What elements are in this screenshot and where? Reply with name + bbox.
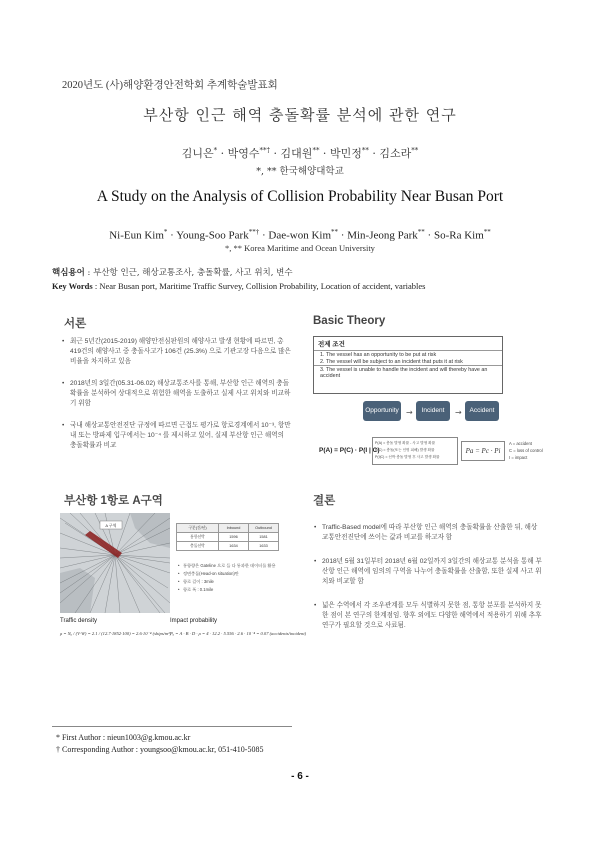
author-sep: ·	[368, 147, 380, 160]
footnote-text: Corresponding Author : youngsoo@kmou.ac.kr, 051-410-5085	[62, 745, 264, 754]
table-cell: 1596	[219, 533, 249, 542]
flow-incident: Incident	[416, 401, 450, 421]
table-cell: 충돌선박	[177, 542, 219, 551]
legend-item: I = impact	[509, 455, 528, 460]
impact-probability-equation: Pₐ = A · B · D · ρ = 4 · 12.2 · 5.556 · 2.6 · 10⁻⁴ = 0.07 (accidents/incident)	[170, 631, 307, 636]
route-heading: 부산항 1항로 A구역	[64, 495, 163, 507]
traffic-table	[176, 523, 279, 551]
author-mark: **	[361, 146, 369, 155]
author-mark: **	[417, 228, 425, 236]
table-row	[177, 542, 279, 551]
author-mark: **	[483, 228, 491, 236]
table-header: Inbound	[219, 524, 249, 533]
legend-item: A = accident	[509, 441, 532, 446]
map-label: A 구역	[105, 523, 117, 528]
premise-line: 2. The vessel will be subject to an incident that puts it at risk	[320, 359, 463, 365]
author-sep: ·	[167, 229, 177, 242]
footnote-first-author	[56, 733, 190, 742]
intro-bullet: • 최근 5년간(2015-2019) 해양안전심판원의 해양사고 발생 현황에 따르면, 총 419건의 해양사고 중 충돌사고가 106건 (25.3%) 으로 기관고장 다음으로 많은 비율을 차지하고 있음	[62, 337, 292, 367]
definition-line: P(C) = 충돌(또는 인명 피해) 발생 확률	[375, 448, 435, 452]
formula-definitions	[372, 437, 458, 465]
author-sep: ·	[259, 229, 269, 242]
authors-english	[0, 228, 600, 242]
route-note: • 항로 길이 : 3mile	[178, 578, 276, 586]
author-mark: **	[411, 146, 419, 155]
author-name: Young-Soo Park	[176, 229, 249, 242]
definition-line: P(A) = 충돌 발생 확률 - 사고 발생 확률	[375, 441, 436, 445]
table-header: 구분(건/년)	[177, 524, 219, 533]
title-korean: 부산항 인근 해역 충돌확률 분석에 관한 연구	[143, 106, 457, 124]
probability-formula: P(A) = P(C) · P(I | C)	[319, 447, 380, 454]
footnote-divider	[52, 726, 292, 727]
table-cell: 통항선박	[177, 533, 219, 542]
formula-legend	[509, 440, 543, 461]
theory-heading: Basic Theory	[313, 315, 386, 327]
author-mark: *	[163, 228, 168, 236]
conclusion-bullets	[314, 523, 542, 639]
route-notes	[178, 562, 276, 594]
author-name: 김니은	[181, 147, 214, 160]
affiliation-english: *, ** Korea Maritime and Ocean University	[225, 243, 375, 253]
author-sep: ·	[217, 147, 228, 160]
author-name: 박영수	[227, 147, 260, 160]
premise-line: 3. The vessel is unable to handle the incident and will thereby have an accident	[314, 365, 502, 379]
author-mark: *	[213, 146, 218, 155]
route-note: • 항로 폭 : 0.1mile	[178, 586, 276, 594]
conference-header: 2020년도 (사)해양환경안전학회 추계학술발표회	[62, 80, 278, 91]
legend-item: C = loss of control	[509, 448, 543, 453]
ship-tracks-graphic	[60, 513, 170, 613]
conclusion-bullet: • 2018년 5월 31일부터 2018년 6월 02일까지 3일간의 해상교통 분석을 통해 부산항 인근 해역에 임의의 구역을 나누어 충돌확률을 산출함, 또한 실제 사고 위치와 비교할 함	[314, 557, 542, 587]
route-note: • 통항량은 Gateline 으로 들 다 통과한 데이터를 활용	[178, 562, 276, 570]
author-name: Ni-Eun Kim	[109, 229, 164, 242]
keywords-label: 핵심용어	[52, 268, 85, 278]
traffic-map-image	[60, 513, 170, 613]
footnote-mark: *	[56, 733, 60, 742]
author-sep: ·	[424, 229, 434, 242]
intro-heading: 서론	[64, 318, 87, 330]
author-sep: ·	[319, 147, 330, 160]
author-mark: **†	[248, 228, 260, 236]
keywords-text: : Near Busan port, Maritime Traffic Survey, Collision Probability, Location of accident, variables	[92, 281, 426, 291]
author-mark: **†	[259, 146, 271, 155]
arrow-right-icon: →	[406, 408, 413, 417]
authors-korean	[0, 145, 600, 161]
author-mark: **	[331, 228, 339, 236]
formula-compact: Pa = Pc · Pi	[461, 441, 505, 461]
footnote-corresponding	[56, 745, 263, 754]
keywords-english	[52, 281, 425, 291]
table-cell: 1633	[249, 542, 279, 551]
footnote-text: First Author : nieun1003@g.kmou.ac.kr	[62, 733, 191, 742]
author-name: So-Ra Kim	[433, 229, 484, 242]
author-name: 김소라	[379, 147, 412, 160]
footnote-mark: †	[56, 745, 60, 754]
author-mark: **	[312, 146, 320, 155]
author-name: Min-Jeong Park	[347, 229, 418, 242]
keywords-text: : 부산항 인근, 해상교통조사, 충돌확률, 사고 위치, 변수	[84, 268, 293, 278]
traffic-density-equation: ρ = Nₐ / (V·W) = 2.1 / (12.7·1852·100) = 2.6·10⁻⁴ (ships/m²)	[60, 631, 172, 636]
table-cell: 1581	[249, 533, 279, 542]
intro-bullets	[62, 337, 292, 459]
flow-accident: Accident	[465, 401, 499, 421]
arrow-right-icon: →	[455, 408, 462, 417]
author-sep: ·	[338, 229, 348, 242]
premise-line: 1. The vessel has an opportunity to be put at risk	[320, 352, 437, 358]
table-header: Outbound	[249, 524, 279, 533]
title-english: A Study on the Analysis of Collision Probability Near Busan Port	[96, 188, 504, 205]
table-cell: 1634	[219, 542, 249, 551]
conclusion-heading: 결론	[313, 495, 336, 507]
conclusion-bullet: • 넓은 수역에서 각 조우관계를 모두 식별하지 못한 점, 통항 분포를 분석하지 못한 점이 본 연구의 한계점임. 향후 외에도 다양한 해역에서 적용하기 위해 추후 연구가 필요할 것으로 사료됨.	[314, 601, 542, 631]
intro-bullet: • 국내 해상교통안전진단 규정에 따르면 근접도 평가로 항로경계에서 10⁻³, 항만 내 또는 방파제 입구에서는 10⁻⁴ 를 제시하고 있어, 실제 부산항 인근 해역의 충돌확률과 비교	[62, 421, 292, 451]
conclusion-bullet: • Traffic-Based model에 따라 부산항 인근 해역의 충돌확률을 산출한 뒤, 해상교통안전진단에 쓰이는 값과 비교를 하고자 함	[314, 523, 542, 543]
affiliation-korean: *, ** 한국해양대학교	[256, 166, 344, 177]
author-name: 김대원	[280, 147, 313, 160]
traffic-density-label: Traffic density	[60, 618, 98, 624]
keywords-korean	[52, 266, 293, 278]
keywords-label: Key Words	[52, 281, 93, 291]
author-name: Dae-won Kim	[268, 229, 332, 242]
premise-box	[313, 336, 503, 394]
flow-opportunity: Opportunity	[363, 401, 401, 421]
impact-probability-label: Impact probability	[170, 618, 218, 624]
premise-title: 전제 조건	[314, 337, 502, 351]
author-name: 박민정	[329, 147, 362, 160]
author-sep: ·	[270, 147, 281, 160]
table-row	[177, 533, 279, 542]
route-note: • 정면충돌(Head-on situation)만	[178, 570, 276, 578]
page-number: - 6 -	[291, 771, 309, 782]
definition-line: P(I|C) = 선박 충돌 발생 후 사고 발생 확률	[375, 455, 440, 459]
intro-bullet: • 2018년의 3일간(05.31-06.02) 해상교통조사를 통해, 부산항 인근 해역의 충돌확률을 분석하여 상대적으로 위험한 해역을 도출하고 실제 사고 위치와 비교하기 위함	[62, 379, 292, 409]
